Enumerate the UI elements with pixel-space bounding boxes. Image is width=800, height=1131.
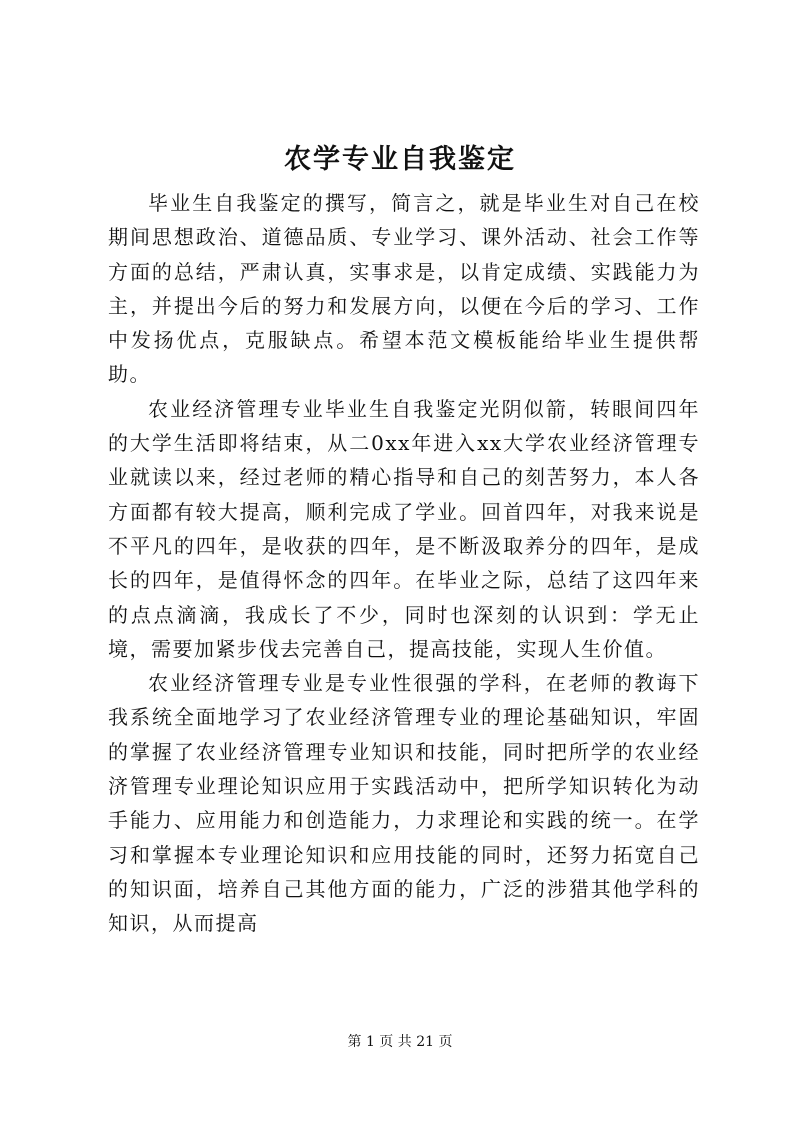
page-number: 第 1 页 共 21 页 bbox=[347, 1034, 453, 1050]
paragraph-self-assessment: 农业经济管理专业毕业生自我鉴定光阴似箭，转眼间四年的大学生活即将结束，从二0xx年进入xx大学农业经济管理专业就读以来，经过老师的精心指导和自己的刻苦努力，本人各方面都有较大提高，顺利完成了学业。回首四年，对我来说是不平凡的四年，是收获的四年，是不断汲取养分的四年，是成长的四年，是值得怀念的四年。在毕业之际，总结了这四年来的点点滴滴，我成长了不少，同时也深刻的认识到：学无止境，需要加紧步伐去完善自己，提高技能，实现人生价值。 bbox=[108, 396, 700, 661]
document-title: 农学专业自我鉴定 bbox=[284, 144, 516, 175]
paragraph-major-study: 农业经济管理专业是专业性很强的学科，在老师的教诲下我系统全面地学习了农业经济管理专业的理论基础知识，牢固的掌握了农业经济管理专业知识和技能，同时把所学的农业经济管理专业理论知识应用于实践活动中，把所学知识转化为动手能力、应用能力和创造能力，力求理论和实践的统一。在学习和掌握本专业理论知识和应用技能的同时，还努力拓宽自己的知识面，培养自己其他方面的能力，广泛的涉猎其他学科的知识，从而提高 bbox=[108, 671, 700, 936]
paragraph-intro: 毕业生自我鉴定的撰写，简言之，就是毕业生对自己在校期间思想政治、道德品质、专业学习、课外活动、社会工作等方面的总结，严肃认真，实事求是，以肯定成绩、实践能力为主，并提出今后的努力和发展方向，以便在今后的学习、工作中发扬优点，克服缺点。希望本范文模板能给毕业生提供帮助。 bbox=[108, 191, 700, 387]
document-body bbox=[108, 186, 700, 941]
